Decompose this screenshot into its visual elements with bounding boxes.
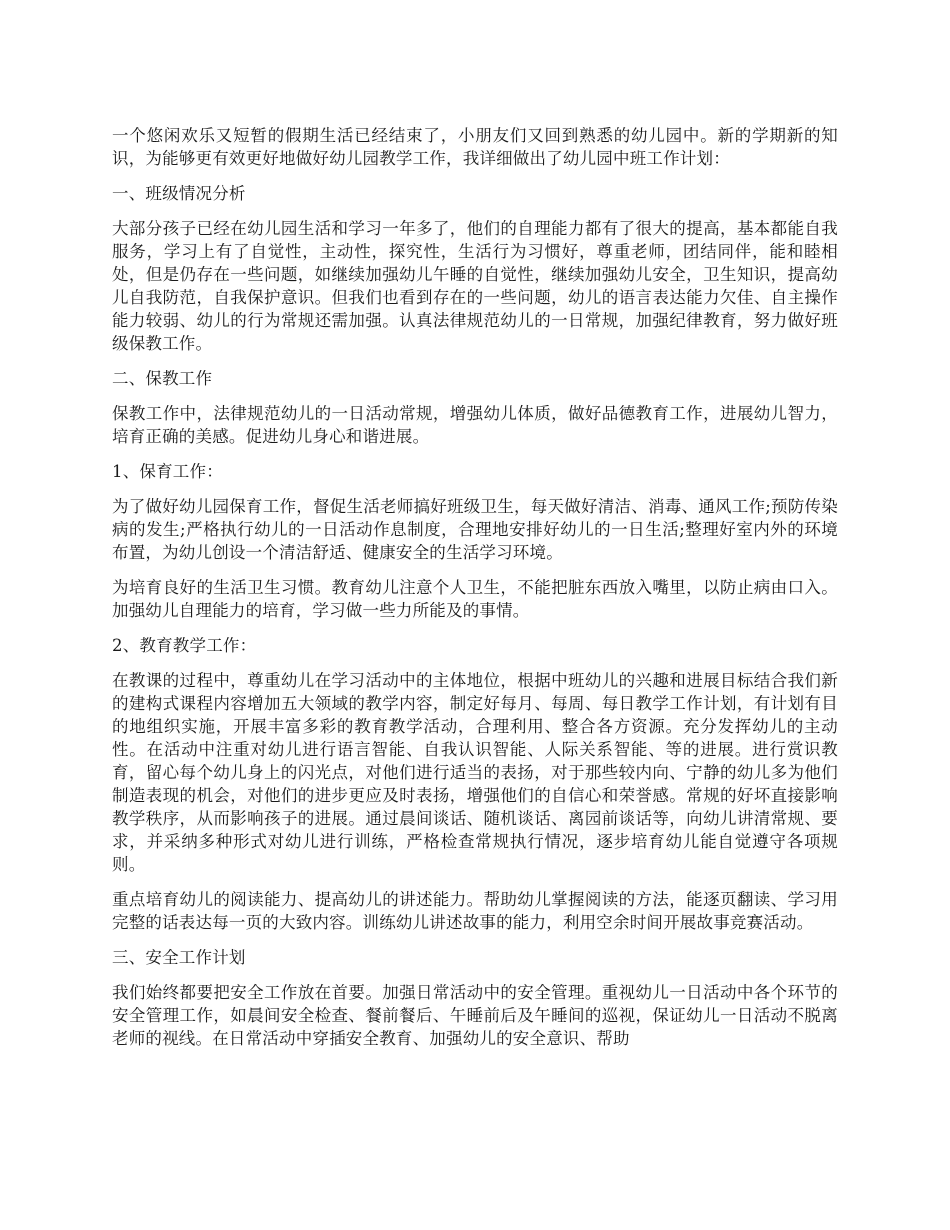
subheading-care-work: 1、保育工作： [112, 462, 223, 481]
intro-paragraph: 一个悠闲欢乐又短暂的假期生活已经结束了，小朋友们又回到熟悉的幼儿园中。新的学期新的知识，为能够更有效更好地做好幼儿园教学工作，我详细做出了幼儿园中班工作计划： [112, 126, 838, 168]
care-work-paragraph-1: 为了做好幼儿园保育工作，督促生活老师搞好班级卫生，每天做好清洁、消毒、通风工作;预防传染病的发生;严格执行幼儿的一日活动作息制度，合理地安排好幼儿的一日生活;整理好室内外的环境布置，为幼儿创设一个清洁舒适、健康安全的生活学习环境。 [112, 497, 838, 562]
care-education-paragraph: 保教工作中，法律规范幼儿的一日活动常规，增强幼儿体质，做好品德教育工作，进展幼儿智力，培育正确的美感。促进幼儿身心和谐进展。 [112, 404, 838, 446]
section-heading-class-analysis: 一、班级情况分析 [112, 184, 246, 203]
teaching-work-paragraph-1: 在教课的过程中，尊重幼儿在学习活动中的主体地位，根据中班幼儿的兴趣和进展目标结合我们新的建构式课程内容增加五大领域的教学内容，制定好每月、每周、每日教学工作计划，有计划有目的地组织实施，开展丰富多彩的教育教学活动，合理利用、整合各方资源。充分发挥幼儿的主动性。在活动中注重对幼儿进行语言智能、自我认识智能、人际关系智能、等的进展。进行赏识教育，留心每个幼儿身上的闪光点，对他们进行适当的表扬，对于那些较内向、宁静的幼儿多为他们制造表现的机会，对他们的进步更应及时表扬，增强他们的自信心和荣誉感。常规的好坏直接影响教学秩序，从而影响孩子的进展。通过晨间谈话、随机谈话、离园前谈话等，向幼儿讲清常规、要求，并采纳多种形式对幼儿进行训练，严格检查常规执行情况，逐步培育幼儿能自觉遵守各项规则。 [112, 671, 838, 874]
teaching-work-paragraph-2: 重点培育幼儿的阅读能力、提高幼儿的讲述能力。帮助幼儿掌握阅读的方法，能逐页翻读、学习用完整的话表达每一页的大致内容。训练幼儿讲述故事的能力，利用空余时间开展故事竞赛活动。 [112, 890, 838, 932]
class-analysis-paragraph: 大部分孩子已经在幼儿园生活和学习一年多了，他们的自理能力都有了很大的提高，基本都能自我服务，学习上有了自觉性，主动性，探究性，生活行为习惯好，尊重老师，团结同伴，能和睦相处，但是仍存在一些问题，如继续加强幼儿午睡的自觉性，继续加强幼儿安全，卫生知识，提高幼儿自我防范，自我保护意识。但我们也看到存在的一些问题，幼儿的语言表达能力欠佳、自主操作能力较弱、幼儿的行为常规还需加强。认真法律规范幼儿的一日常规，加强纪律教育，努力做好班级保教工作。 [112, 219, 838, 353]
care-work-paragraph-2: 为培育良好的生活卫生习惯。教育幼儿注意个人卫生，不能把脏东西放入嘴里，以防止病由口入。加强幼儿自理能力的培育，学习做一些力所能及的事情。 [112, 578, 838, 620]
section-heading-care-education: 二、保教工作 [112, 369, 213, 388]
document-body [112, 124, 838, 1062]
subheading-teaching-work: 2、教育教学工作： [112, 636, 257, 655]
section-heading-safety-plan: 三、安全工作计划 [112, 948, 246, 967]
safety-plan-paragraph: 我们始终都要把安全工作放在首要。加强日常活动中的安全管理。重视幼儿一日活动中各个环节的安全管理工作，如晨间安全检查、餐前餐后、午睡前后及午睡间的巡视，保证幼儿一日活动不脱离老师的视线。在日常活动中穿插安全教育、加强幼儿的安全意识、帮助 [112, 983, 838, 1048]
